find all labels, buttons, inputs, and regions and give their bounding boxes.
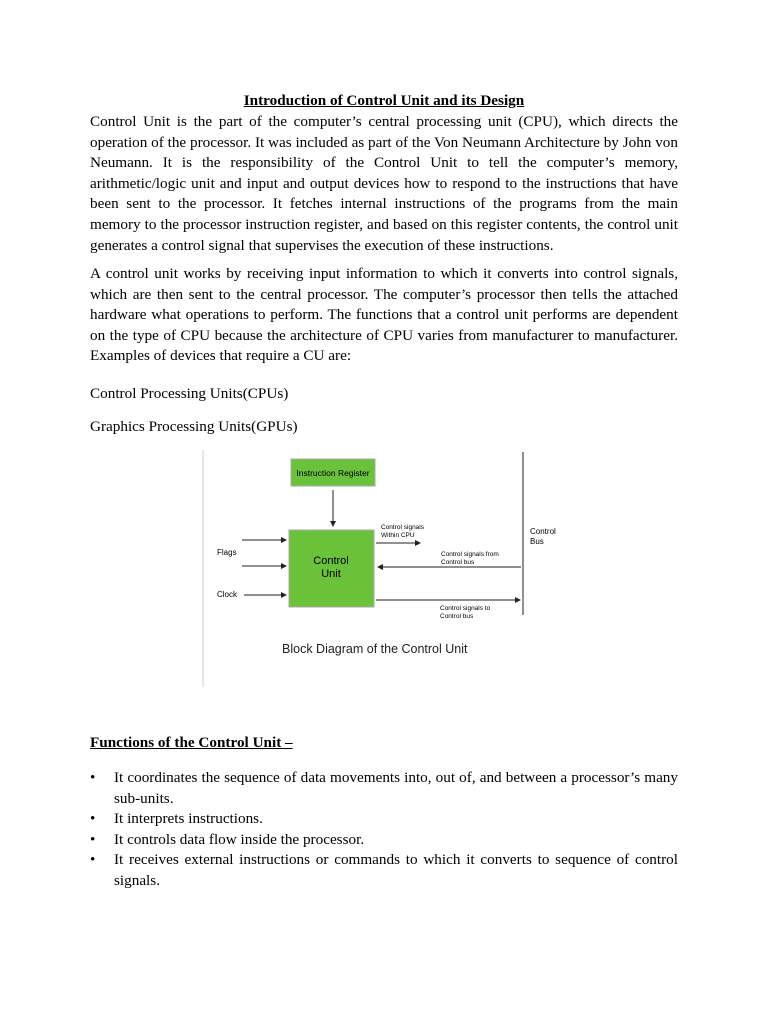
bullet: • [90, 810, 96, 828]
within-cpu-label-2: Within CPU [381, 532, 415, 539]
from-bus-label-2: Control bus [441, 559, 475, 566]
from-bus-label: Control signals from [441, 551, 499, 558]
list-item-text: It controls data flow inside the processor. [114, 830, 365, 848]
diagram-caption: Block Diagram of the Control Unit [282, 642, 468, 656]
control-unit-label-2: Unit [321, 568, 341, 580]
flags-label: Flags [217, 548, 237, 557]
bullet: • [90, 851, 96, 869]
functions-list [90, 768, 678, 892]
example-gpus: Graphics Processing Units(GPUs) [90, 418, 298, 435]
list-item-text: It coordinates the sequence of data movements into, out of, and between a processor’s many sub-units. [114, 769, 678, 807]
bullet: • [90, 769, 96, 786]
list-item-text: It interprets instructions. [114, 810, 263, 828]
block-diagram [200, 450, 580, 690]
to-bus-label-2: Control bus [440, 613, 474, 620]
list-item [90, 768, 678, 809]
instruction-register-label: Instruction Register [296, 468, 370, 478]
intro-paragraph: Control Unit is the part of the computer’s central processing unit (CPU), which directs the operation of the processor. It was included as part of the Von Neumann Architecture by John von Neumann. It is the responsibility of the Control Unit to tell the computer’s memory, arithmetic/logic unit and input and output devices how to respond to the instructions that have been sent to the processor. It fetches internal instructions of the programs from the main memory to the processor instruction register, and based on this register contents, the control unit generates a control signal that supervises the execution of these instructions. [90, 113, 678, 254]
to-bus-label: Control signals to [440, 605, 491, 612]
clock-label: Clock [217, 590, 238, 599]
within-cpu-label: Control signals [381, 524, 424, 531]
list-item [90, 809, 678, 830]
list-item [90, 850, 678, 891]
control-bus-label-2: Bus [530, 537, 544, 546]
example-cpus: Control Processing Units(CPUs) [90, 385, 289, 402]
list-item-text: It receives external instructions or commands to which it converts to sequence of control signals. [114, 851, 678, 889]
document-title: Introduction of Control Unit and its Design [243, 92, 525, 109]
functions-heading: Functions of the Control Unit – [90, 734, 293, 751]
bullet: • [90, 830, 96, 848]
list-item [90, 830, 678, 851]
control-unit-label: Control [313, 555, 349, 567]
control-unit-paragraph: A control unit works by receiving input information to which it converts into control signals, which are then sent to the central processor. The computer’s processor then tells the attached hardware what operations to perform. The functions that a control unit performs are dependent on the type of CPU because the architecture of CPU varies from manufacturer to manufacturer. Examples of devices that require a CU are: [90, 265, 678, 365]
control-bus-label: Control [530, 527, 556, 536]
